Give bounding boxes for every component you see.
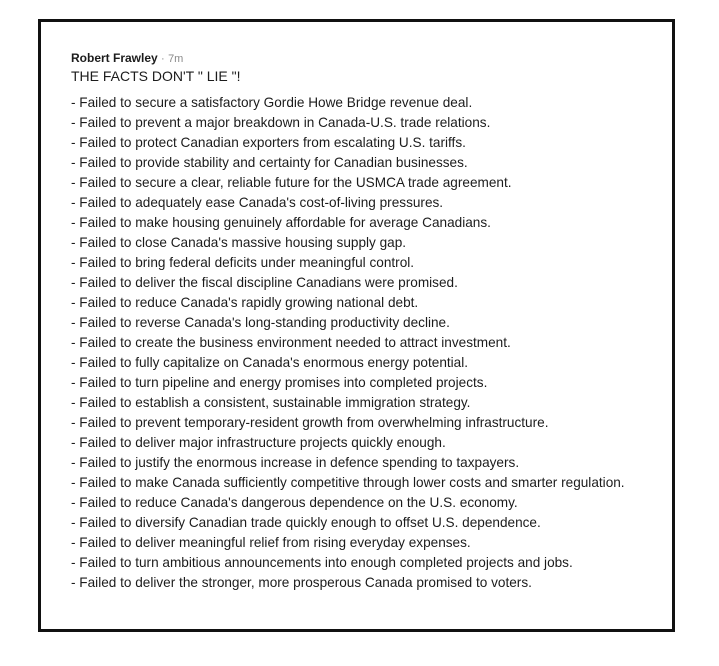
post-header <box>71 50 662 66</box>
list-item: - Failed to secure a satisfactory Gordie Howe Bridge revenue deal. <box>71 95 473 110</box>
list-item: - Failed to diversify Canadian trade quickly enough to offset U.S. dependence. <box>71 515 541 530</box>
list-item: - Failed to reverse Canada's long-standing productivity decline. <box>71 315 450 330</box>
list-item: - Failed to secure a clear, reliable future for the USMCA trade agreement. <box>71 175 512 190</box>
screenshot-frame <box>38 19 675 632</box>
list-item: - Failed to justify the enormous increase in defence spending to taxpayers. <box>71 455 520 470</box>
list-item: - Failed to reduce Canada's rapidly growing national debt. <box>71 295 419 310</box>
list-item: - Failed to bring federal deficits under meaningful control. <box>71 255 415 270</box>
list-item: - Failed to prevent a major breakdown in Canada-U.S. trade relations. <box>71 115 491 130</box>
list-item: - Failed to deliver major infrastructure projects quickly enough. <box>71 435 446 450</box>
post-timestamp[interactable]: 7m <box>168 53 184 65</box>
list-item: - Failed to provide stability and certainty for Canadian businesses. <box>71 155 468 170</box>
list-item: - Failed to deliver the stronger, more prosperous Canada promised to voters. <box>71 575 532 590</box>
header-separator: · <box>161 53 165 65</box>
post <box>71 50 662 593</box>
list-item: - Failed to establish a consistent, sustainable immigration strategy. <box>71 395 471 410</box>
list-item: - Failed to protect Canadian exporters from escalating U.S. tariffs. <box>71 135 466 150</box>
list-item: - Failed to fully capitalize on Canada's enormous energy potential. <box>71 355 469 370</box>
author-name[interactable]: Robert Frawley <box>71 51 158 65</box>
list-item: - Failed to prevent temporary-resident growth from overwhelming infrastructure. <box>71 415 549 430</box>
list-item: - Failed to reduce Canada's dangerous dependence on the U.S. economy. <box>71 495 518 510</box>
list-item: - Failed to close Canada's massive housing supply gap. <box>71 235 407 250</box>
list-item: - Failed to make Canada sufficiently competitive through lower costs and smarter regulation. <box>71 475 625 490</box>
list-item: - Failed to turn pipeline and energy promises into completed projects. <box>71 375 488 390</box>
list-item: - Failed to make housing genuinely affordable for average Canadians. <box>71 215 491 230</box>
list-item: - Failed to create the business environment needed to attract investment. <box>71 335 511 350</box>
post-headline: THE FACTS DON'T " LIE "! <box>71 68 241 84</box>
failures-list <box>71 93 662 593</box>
list-item: - Failed to adequately ease Canada's cost-of-living pressures. <box>71 195 444 210</box>
list-item: - Failed to turn ambitious announcements into enough completed projects and jobs. <box>71 555 573 570</box>
list-item: - Failed to deliver meaningful relief from rising everyday expenses. <box>71 535 471 550</box>
list-item: - Failed to deliver the fiscal discipline Canadians were promised. <box>71 275 458 290</box>
